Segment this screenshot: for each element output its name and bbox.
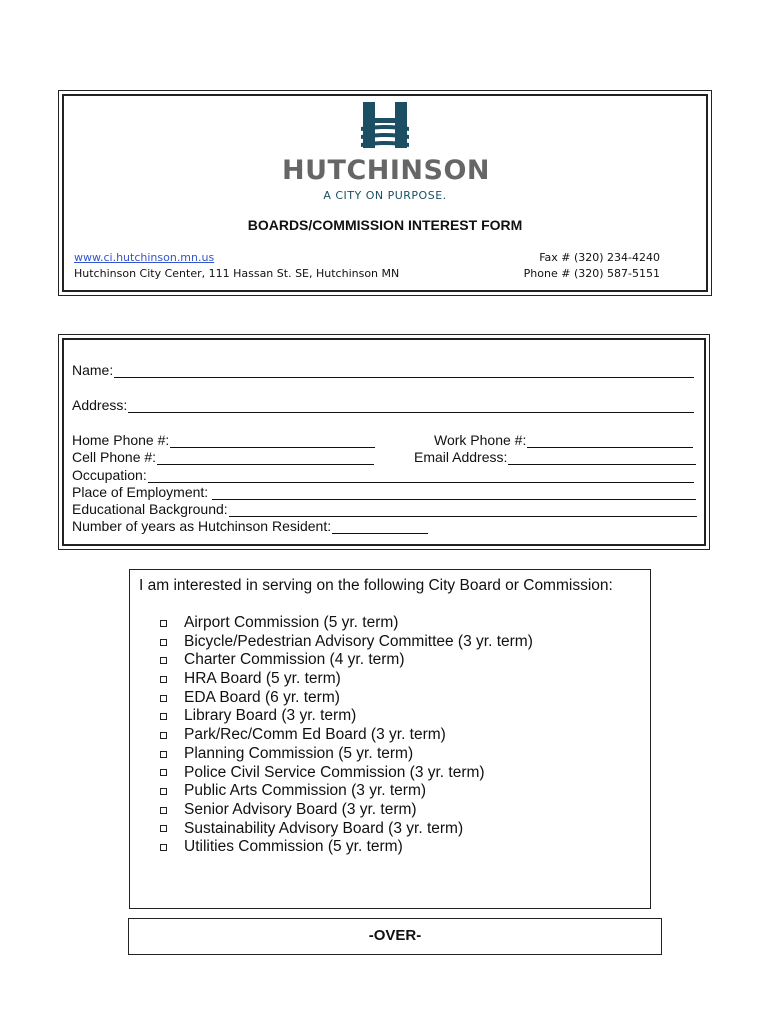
home-phone-label: Home Phone #: (72, 432, 170, 448)
occupation-line[interactable] (148, 469, 694, 483)
checkbox-icon[interactable] (160, 732, 167, 739)
board-option-label: Library Board (3 yr. term) (184, 707, 357, 725)
email-label: Email Address: (414, 449, 508, 465)
fax-number: Fax # (320) 234-4240 (539, 251, 660, 264)
cell-phone-label: Cell Phone #: (72, 449, 157, 465)
employment-line[interactable] (212, 486, 696, 500)
occupation-field[interactable] (72, 467, 694, 483)
home-phone-field[interactable] (72, 432, 375, 448)
address-line[interactable] (128, 399, 694, 413)
board-option[interactable] (160, 838, 533, 857)
checkbox-icon[interactable] (160, 769, 167, 776)
education-line[interactable] (229, 503, 697, 517)
board-checklist (160, 614, 533, 857)
board-option-label: Public Arts Commission (3 yr. term) (184, 782, 427, 800)
board-option-label: Senior Advisory Board (3 yr. term) (184, 800, 417, 818)
board-option-label: Charter Commission (4 yr. term) (184, 651, 405, 669)
employment-label: Place of Employment: (72, 484, 209, 500)
checkbox-icon[interactable] (160, 713, 167, 720)
education-field[interactable] (72, 501, 697, 517)
board-option-label: HRA Board (5 yr. term) (184, 670, 341, 688)
checkbox-icon[interactable] (160, 844, 167, 851)
cell-phone-line[interactable] (157, 451, 374, 465)
checkbox-icon[interactable] (160, 657, 167, 664)
checkbox-icon[interactable] (160, 788, 167, 795)
employment-field[interactable] (72, 484, 696, 500)
occupation-label: Occupation: (72, 467, 147, 483)
board-option[interactable] (160, 614, 533, 633)
hutchinson-h-icon (282, 100, 488, 155)
cell-phone-field[interactable] (72, 449, 374, 465)
form-title: BOARDS/COMMISSION INTEREST FORM (247, 217, 523, 233)
checkbox-icon[interactable] (160, 807, 167, 814)
website-link[interactable]: www.ci.hutchinson.mn.us (74, 251, 215, 264)
name-label: Name: (72, 362, 114, 378)
board-option[interactable] (160, 707, 533, 726)
board-option[interactable] (160, 670, 533, 689)
checkbox-icon[interactable] (160, 695, 167, 702)
address-label: Address: (72, 397, 128, 413)
over-label: -OVER- (368, 927, 422, 944)
logo-tagline: A CITY ON PURPOSE. (323, 189, 447, 202)
work-phone-label: Work Phone #: (434, 432, 527, 448)
board-option[interactable] (160, 801, 533, 820)
board-option-label: EDA Board (6 yr. term) (184, 688, 340, 706)
board-option-label: Bicycle/Pedestrian Advisory Committee (3 yr. term) (184, 632, 533, 650)
board-option-label: Airport Commission (5 yr. term) (184, 614, 399, 631)
email-line[interactable] (508, 451, 696, 465)
phone-number: Phone # (320) 587-5151 (523, 267, 660, 280)
checkbox-icon[interactable] (160, 751, 167, 758)
years-resident-label: Number of years as Hutchinson Resident: (72, 518, 332, 534)
city-address: Hutchinson City Center, 111 Hassan St. SE, Hutchinson MN (74, 267, 400, 280)
logo-wordmark: HUTCHINSON (282, 155, 490, 186)
years-resident-line[interactable] (332, 520, 428, 534)
address-field[interactable] (72, 397, 694, 413)
education-label: Educational Background: (72, 501, 228, 517)
board-option[interactable] (160, 820, 533, 839)
name-field[interactable] (72, 362, 694, 378)
board-option[interactable] (160, 689, 533, 708)
board-option-label: Park/Rec/Comm Ed Board (3 yr. term) (184, 726, 446, 744)
board-option[interactable] (160, 764, 533, 783)
work-phone-field[interactable] (434, 432, 693, 448)
interest-intro: I am interested in serving on the following City Board or Commission: (139, 577, 613, 594)
board-option-label: Planning Commission (5 yr. term) (184, 744, 414, 762)
checkbox-icon[interactable] (160, 825, 167, 832)
board-option-label: Sustainability Advisory Board (3 yr. term) (184, 819, 464, 837)
city-logo (282, 100, 488, 204)
checkbox-icon[interactable] (160, 676, 167, 683)
checkbox-icon[interactable] (160, 639, 167, 646)
board-option[interactable] (160, 633, 533, 652)
years-resident-field[interactable] (72, 518, 428, 534)
board-option[interactable] (160, 745, 533, 764)
board-option[interactable] (160, 782, 533, 801)
board-option-label: Police Civil Service Commission (3 yr. term) (184, 763, 485, 781)
board-option-label: Utilities Commission (5 yr. term) (184, 838, 403, 856)
board-option[interactable] (160, 651, 533, 670)
checkbox-icon[interactable] (160, 620, 167, 627)
email-field[interactable] (414, 449, 696, 465)
board-option[interactable] (160, 726, 533, 745)
home-phone-line[interactable] (170, 434, 375, 448)
name-line[interactable] (114, 364, 694, 378)
work-phone-line[interactable] (527, 434, 693, 448)
